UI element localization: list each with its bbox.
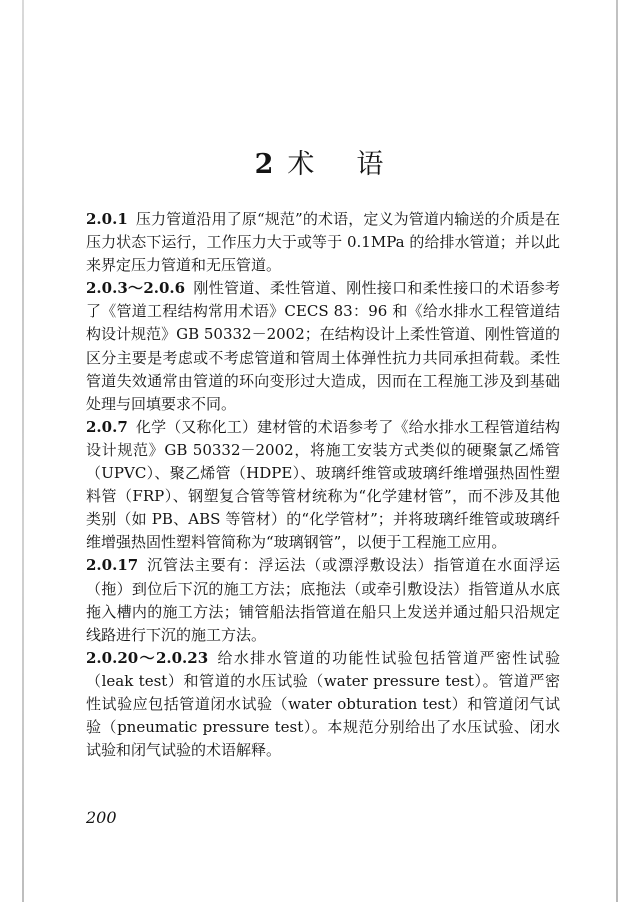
paragraph-text: 给水排水管道的功能性试验包括管道严密性试验（leak test）和管道的水压试验（water pressure test）。管道严密性试验应包括管道闭水试验（water obturation test）和管道闭气试验（pneumatic pressure test）。本规范分别给出了水压试验、闭水试验和闭气试验的术语解释。 <box>86 648 560 760</box>
clause-number: 2.0.20～2.0.23 <box>86 648 209 667</box>
scan-edge-left <box>22 0 24 902</box>
paragraph-2-0-1 <box>86 208 560 277</box>
chapter-heading <box>0 142 640 181</box>
paragraph-text: 沉管法主要有：浮运法（或漂浮敷设法）指管道在水面浮运（拖）到位后下沉的施工方法；底拖法（或牵引敷设法）指管道从水底拖入槽内的施工方法；铺管船法指管道在船只上发送并通过船只沿规定线路进行下沉的施工方法。 <box>86 556 560 644</box>
paragraph-2-0-20-to-2-0-23 <box>86 647 560 762</box>
clause-number: 2.0.7 <box>86 417 128 436</box>
paragraph-text: 刚性管道、柔性管道、刚性接口和柔性接口的术语参考了《管道工程结构常用术语》CECS 83：96 和《给水排水工程管道结构设计规范》GB 50332－2002；在结构设计上柔性管道、刚性管道的区分主要是考虑或不考虑管道和管周土体弹性抗力共同承担荷载。柔性管道失效通常由管道的环向变形过大造成，因而在工程施工涉及到基础处理与回填要求不同。 <box>86 279 560 413</box>
chapter-title-char-1: 术 <box>287 149 317 180</box>
paragraph-text: 化学（又称化工）建材管的术语参考了《给水排水工程管道结构设计规范》GB 50332－2002，将施工安装方式类似的硬聚氯乙烯管（UPVC）、聚乙烯管（HDPE）、玻璃纤维管或玻璃纤维增强热固性塑料管（FRP）、钢塑复合管等管材统称为“化学建材管”，而不涉及其他类别（如 PB、ABS 等管材）的“化学管材”；并将玻璃纤维管或玻璃纤维增强热固性塑料管简称为“玻璃钢管”，以便于工程施工应用。 <box>86 417 560 552</box>
chapter-title-char-2: 语 <box>356 149 386 180</box>
page-number: 200 <box>86 808 117 827</box>
clause-number: 2.0.17 <box>86 556 139 575</box>
clause-number: 2.0.3～2.0.6 <box>86 279 186 298</box>
paragraph-2-0-7 <box>86 416 560 555</box>
document-body <box>86 208 560 762</box>
scan-edge-right <box>616 0 618 902</box>
clause-number: 2.0.1 <box>86 210 128 228</box>
chapter-number: 2 <box>254 149 276 180</box>
paragraph-2-0-17 <box>86 554 560 646</box>
paragraph-text: 压力管道沿用了原“规范”的术语，定义为管道内输送的介质是在压力状态下运行，工作压力大于或等于 0.1MPa 的给排水管道；并以此来界定压力管道和无压管道。 <box>86 210 560 275</box>
paragraph-2-0-3-to-2-0-6 <box>86 277 560 416</box>
